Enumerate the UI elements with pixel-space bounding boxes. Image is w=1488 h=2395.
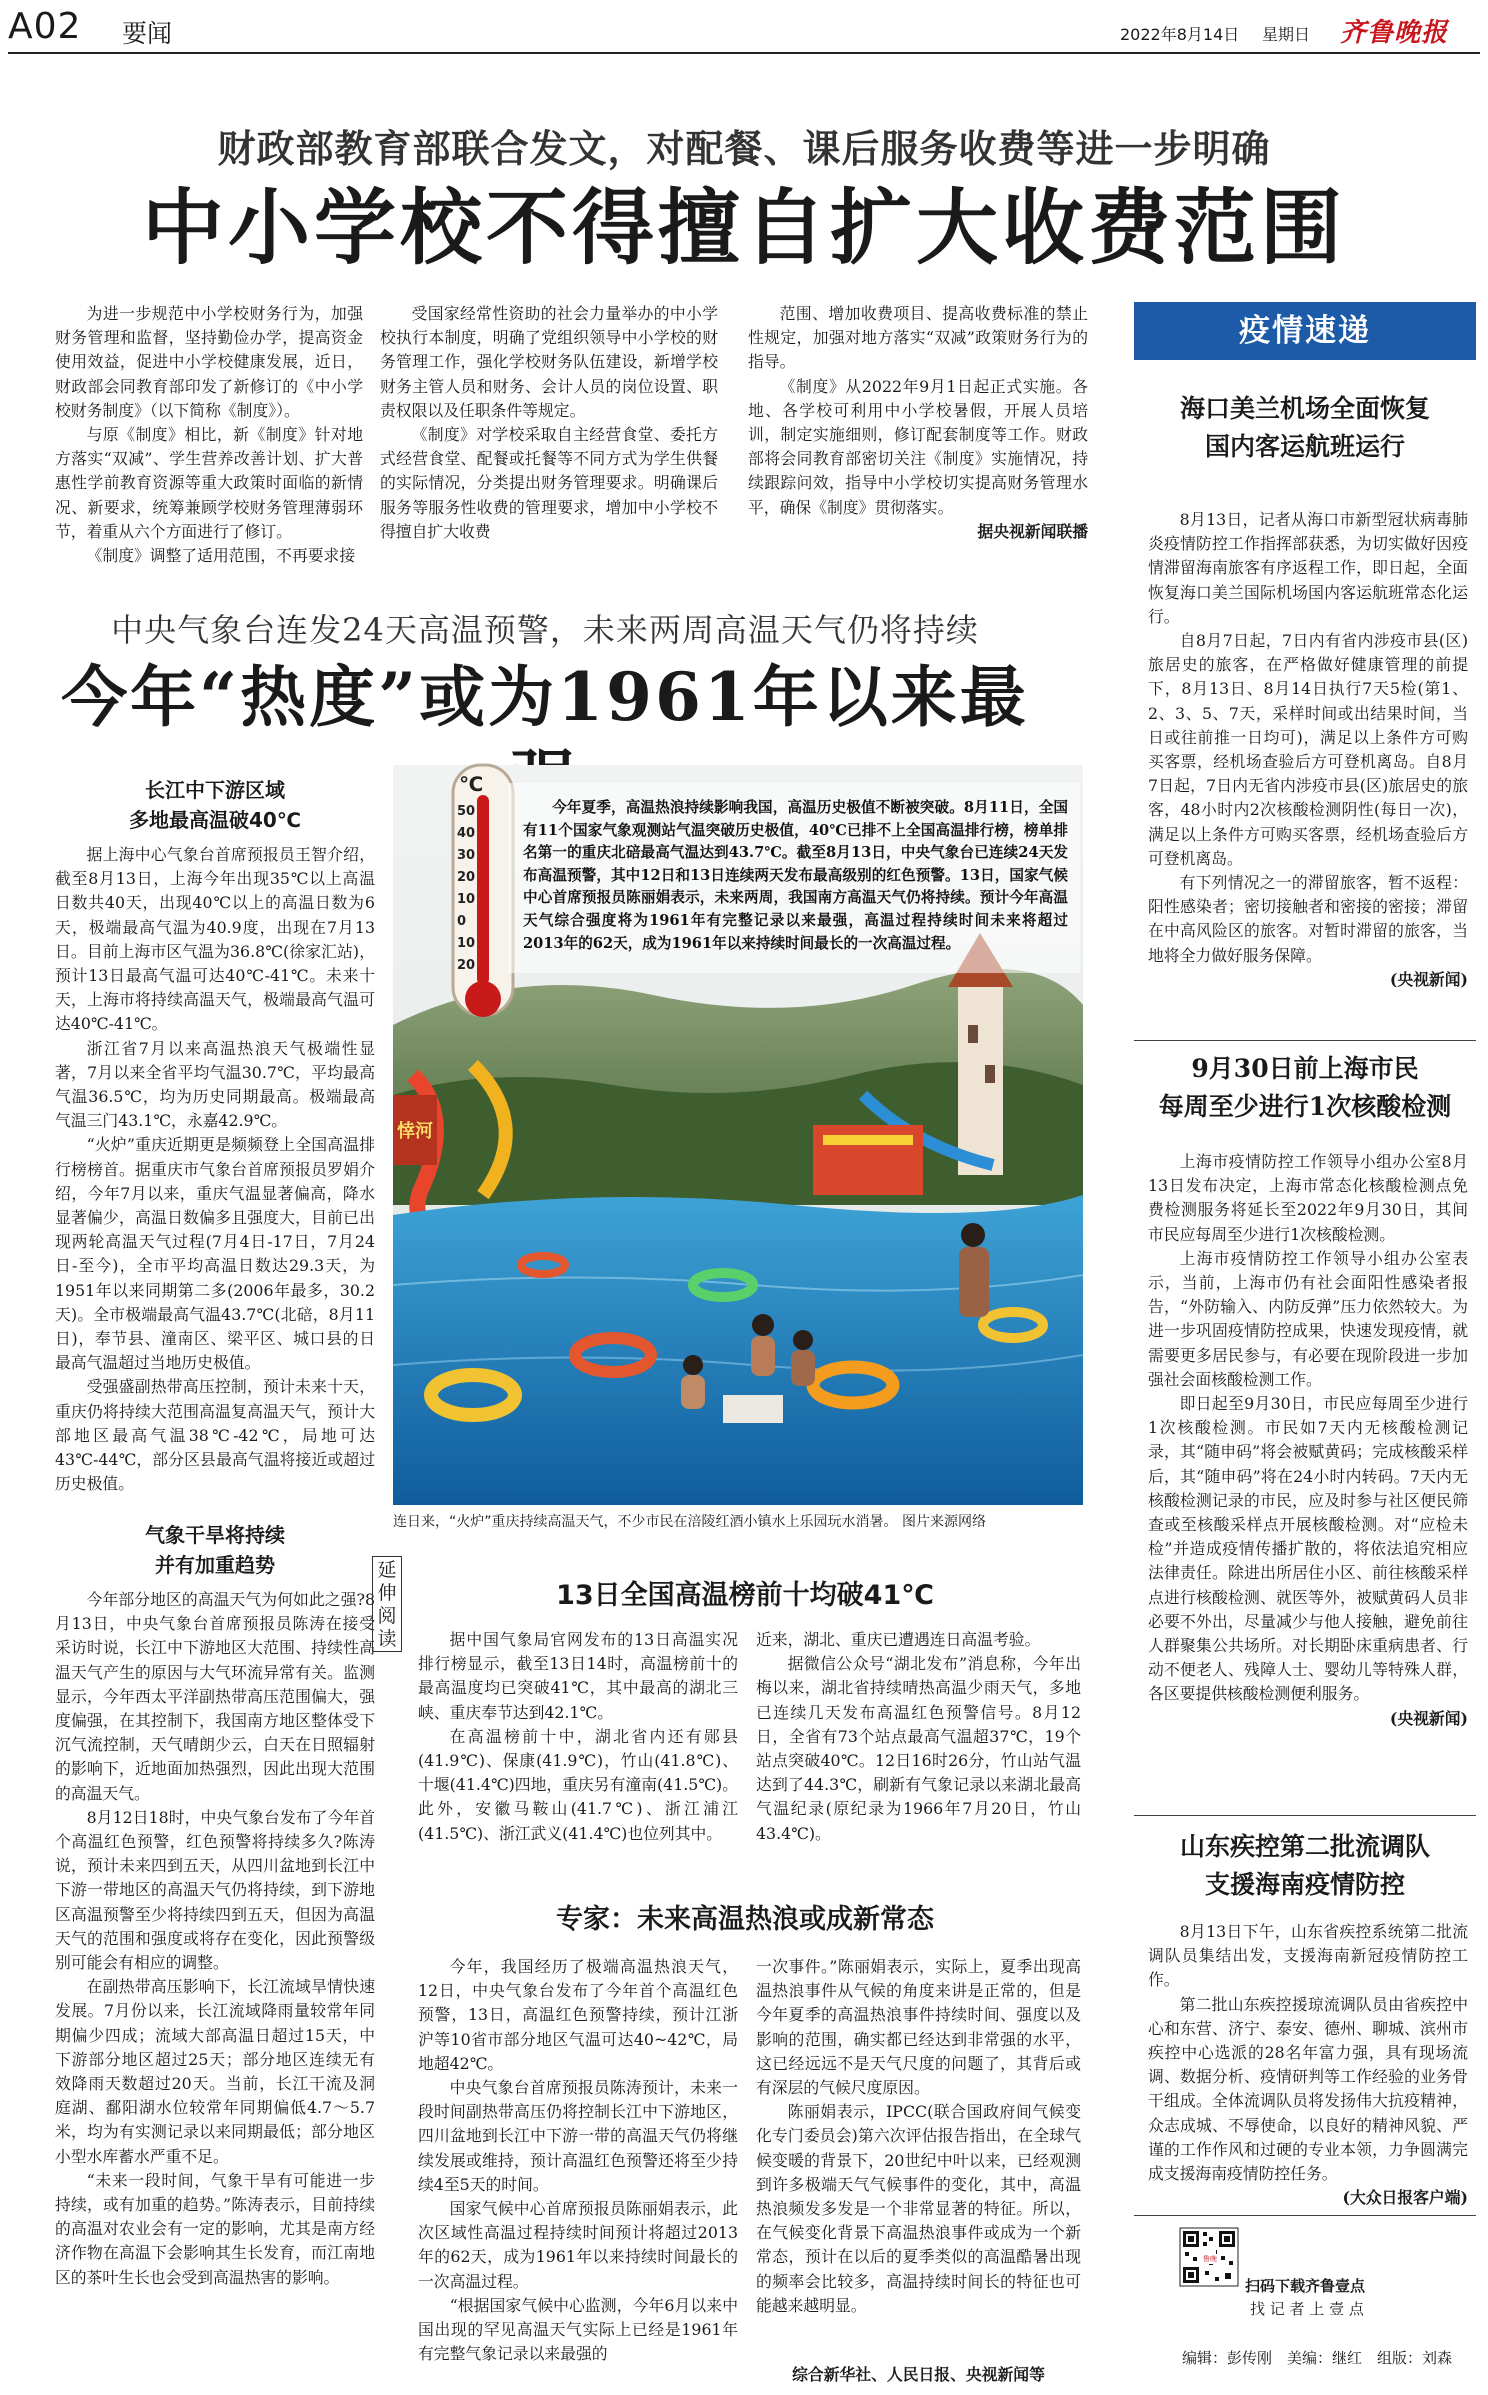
sidebar-item-shandong-headline: 山东疾控第二批流调队 支援海南疫情防控 bbox=[1179, 1832, 1430, 1899]
news-source: (大众日报客户端) bbox=[1342, 2188, 1468, 2208]
thermometer-mark: 10 bbox=[457, 892, 476, 907]
thermometer-mark: 10 bbox=[457, 936, 476, 951]
paragraph: 中央气象台首席预报员陈涛预计，未来一段时间副热带高压仍将控制长江中下游地区，四川盆地到长江中下游一带的高温天气仍将继续发展或维持，预计高温红色预警还将至少持续4至5天的时间。 bbox=[418, 2078, 738, 2194]
paragraph: 即日起至9月30日，市民应每周至少进行1次核酸检测。市民如7天内无核酸检测记录，其“随申码”将会被赋黄码；完成核酸采样后，其“随申码”将在24小时内转码。7天内无核酸检测记录的市民，应及时参与社区便民筛查或至核酸采样点开展核酸检测。对“应检未检”并造成疫情传播扩散的，将依法追究相应法律责任。除进出所居住小区、前往核酸采样点进行核酸检测、就医等外，被赋黄码人员非必要不外出，尽量减少与他人接触，避免前往人群聚集公共场所。对长期卧床重病患者、行动不便老人、残障人士、婴幼儿等特殊人群，各区要提供核酸检测便利服务。 bbox=[1148, 1394, 1468, 1704]
thermometer-mark: 50 bbox=[457, 804, 476, 819]
paragraph: 第二批山东疾控援琼流调队员由省疾控中心和东营、济宁、泰安、德州、聊城、滨州市疾控中心选派的28名年富力强，具有现场流调、数据分析、疫情研判等工作经验的业务骨干组成。全体流调队员将发扬伟大抗疫精神，众志成城、不辱使命，以良好的精神风貌、严谨的工作作风和过硬的专业本领，力争圆满完成支援海南疫情防控任务。 bbox=[1148, 1994, 1468, 2184]
paragraph: 近来，湖北、重庆已遭遇连日高温考验。 bbox=[756, 1630, 1041, 1649]
thermometer-mark: 40 bbox=[457, 826, 476, 841]
paragraph: 受国家经常性资助的社会力量举办的中小学校执行本制度，明确了党组织领导中小学校的财务管理工作，强化学校财务队伍建设，新增学校财务主管人员和财务、会计人员的岗位设置、职责权限以及任职条件等规定。 bbox=[380, 304, 718, 420]
qr-center-label: 鲁晚 bbox=[1203, 2255, 1217, 2263]
lead-column-2 bbox=[380, 302, 718, 547]
qr-code-icon[interactable] bbox=[1180, 2228, 1238, 2286]
paragraph: 今年部分地区的高温天气为何如此之强?8月13日，中央气象台首席预报员陈涛在接受采访时说，长江中下游地区大范围、持续性高温天气产生的原因与大气环流异常有关。监测显示，今年西太平洋副热带高压范围偏大，强度偏强，在其控制下，我国南方地区整体受下沉气流控制，天气晴朗少云，白天在日照辐射的影响下，近地面加热强烈，因此出现大范围的高温天气。 bbox=[55, 1590, 375, 1803]
sidebar-item-haikou-headline: 海口美兰机场全面恢复 国内客运航班运行 bbox=[1179, 394, 1430, 461]
paragraph: 范围、增加收费项目、提高收费标准的禁止性规定，加强对地方落实“双减”政策财务行为的指导。 bbox=[748, 304, 1088, 372]
paragraph: 据上海中心气象台首席预报员王智介绍，截至8月13日，上海今年出现35℃以上高温日数共40天，出现40℃以上的高温日数为6天，极端最高气温为40.9度，出现在7月13日。目前上海市区气温为36.8℃(徐家汇站)，预计13日最高气温可达40℃-41℃。未来十天，上海市将持续高温天气，极端最高气温可达40℃-41℃。 bbox=[55, 845, 375, 1034]
paragraph: 《制度》从2022年9月1日起正式实施。各地、各学校可利用中小学校暑假，开展人员培训，制定实施细则，修订配套制度等工作。财政部将会同教育部密切关注《制度》实施情况，持续跟踪问效，指导中小学校切实提高财务管理水平，确保《制度》贯彻落实。 bbox=[748, 376, 1088, 517]
heat-headline: 今年“热度”或为1961年以来最 bbox=[61, 658, 1029, 736]
paragraph: “根据国家气候中心监测，今年6月以来中国出现的罕见高温天气实际上已经是1961年有完整气象记录以来最强的 bbox=[418, 2295, 738, 2364]
expert-column-2 bbox=[756, 1955, 1081, 2360]
sidebar-item-shandong-body bbox=[1148, 1920, 1468, 2210]
page-number: A02 bbox=[8, 6, 82, 47]
expert-column-1 bbox=[418, 1955, 738, 2364]
paragraph: “火炉”重庆近期更是频频登上全国高温排行榜榜首。据重庆市气象台首席预报员罗娟介绍，今年7月以来，重庆气温显著偏高，降水显著偏少，高温日数偏多且强度大，目前已出现两轮高温天气过程(7月4日-17日，7月24日-至今)，全市平均高温日数达29.3天，为1951年以来同期第二多(2006年最多，30.2天)。全市极端最高气温43.7℃(北碚，8月11日)，奉节县、潼南区、梁平区、城口县的日最高气温超过当地历史极值。 bbox=[55, 1135, 375, 1373]
qr-slogan-text: 找 记 者 上 壹 点 bbox=[1250, 2300, 1364, 2318]
news-source: (央视新闻) bbox=[1389, 969, 1468, 989]
paragraph: 《制度》调整了适用范围，不再要求接 bbox=[86, 546, 356, 566]
heat-source: 综合新华社、人民日报、央视新闻等 bbox=[792, 2365, 1045, 2384]
header-rule bbox=[8, 52, 1480, 54]
extended-reading-label: 延伸阅读 bbox=[372, 1556, 402, 1652]
lead-source: 据央视新闻联播 bbox=[977, 521, 1088, 541]
paragraph: 在高温榜前十中，湖北省内还有郧县(41.9℃)、保康(41.9℃)，竹山(41.8℃)、十堰(41.4℃)四地，重庆另有潼南(41.5℃)。此外，安徽马鞍山(41.7℃)、浙江浦江(41.5℃)、浙江武义(41.4℃)也位列其中。 bbox=[418, 1726, 738, 1843]
photo-overlay-text: 今年夏季，高温热浪持续影响我国，高温历史极值不断被突破。8月11日，全国有11个国家气象观测站气温突破历史极值，40℃已排不上全国高温排行榜，榜单排名第一的重庆北碚最高气温达到43.7℃。截至8月13日，中央气象台已连续24天发布高温预警，其中12日和13日连续两天发布最高级别的红色预警。13日，国家气候中心首席预报员陈丽娟表示，未来两周，我国南方高温天气仍将持续。预计今年高温天气综合强度将为1961年有完整记录以来最强，高温过程持续时间未来将超过2013年的62天，成为1961年以来持续时间最长的一次高温过程。 bbox=[523, 799, 1068, 952]
paragraph: 浙江省7月以来高温热浪天气极端性显著，7月以来全省平均气温30.7℃，平均最高气温36.5℃，均为历史同期最高。极端最高气温三门43.1℃，永嘉42.9℃。 bbox=[55, 1038, 375, 1131]
editor-credits: 编辑：彭传刚 美编：继红 组版：刘森 bbox=[1182, 2349, 1453, 2367]
paragraph: 据微信公众号“湖北发布”消息称，今年出梅以来，湖北省持续晴热高温少雨天气，多地已连续几天发布高温红色预警信号。8月12日，全省有73个站点最高气温超37℃，19个站点突破40℃。12日16时26分，竹山站气温达到了44.3℃，刷新有气象记录以来湖北最高气温纪录(原纪录为1966年7月20日，竹山43.4℃)。 bbox=[756, 1654, 1081, 1843]
newspaper-logo: 齐鲁晚报 bbox=[1340, 18, 1449, 48]
paragraph: 一次事件。”陈丽娟表示，实际上，夏季出现高温热浪事件从气候的角度来讲是正常的，但是今年夏季的高温热浪事件持续时间、强度以及影响的范围，确实都已经达到非常强的水平，这已经远远不是天气尺度的问题了，其背后或有深层的气候尺度原因。 bbox=[756, 1957, 1081, 2098]
paragraph: 《制度》对学校采取自主经营食堂、委托方式经营食堂、配餐或托餐等不同方式为学生供餐的实际情况，分类提出财务管理要求。明确课后服务等服务性收费的管理要求，增加中小学校不得擅自扩大收费 bbox=[380, 425, 718, 541]
section-name: 要闻 bbox=[122, 19, 173, 48]
qr-download-text: 扫码下载齐鲁壹点 bbox=[1245, 2277, 1366, 2295]
photo-caption: 连日来，“火炉”重庆持续高温天气，不少市民在涪陵红酒小镇水上乐园玩水消暑。 图片来源网络 bbox=[393, 1514, 986, 1530]
paragraph: 8月13日，记者从海口市新型冠状病毒肺炎疫情防控工作指挥部获悉，为切实做好因疫情滞留海南旅客有序返程工作，即日起，全面恢复海口美兰国际机场国内客运航班常态化运行。 bbox=[1148, 510, 1468, 626]
park-sign-text: 悻河 bbox=[397, 1121, 433, 1142]
news-source: (央视新闻) bbox=[1389, 1708, 1468, 1728]
paragraph: 有下列情况之一的滞留旅客，暂不返程：阳性感染者；密切接触者和密接的密接；滞留在中高风险区的旅客。对暂时滞留的旅客，当地将全力做好服务保障。 bbox=[1148, 873, 1468, 965]
heat-left-column-2 bbox=[55, 1520, 375, 2360]
paragraph: 8月13日下午，山东省疾控系统第二批流调队员集结出发，支援海南新冠疫情防控工作。 bbox=[1148, 1922, 1468, 1990]
paragraph: 上海市疫情防控工作领导小组办公室8月13日发布决定，上海市常态化核酸检测点免费检测服务将延长至2022年9月30日，其间市民应每周至少进行1次核酸检测。 bbox=[1148, 1152, 1468, 1244]
paragraph: 为进一步规范中小学校财务行为，加强财务管理和监督，坚持勤俭办学，提高资金使用效益，促进中小学校健康发展，近日，财政部会同教育部印发了新修订的《中小学校财务制度》（以下简称《制度》）。 bbox=[55, 304, 363, 420]
paragraph: 自8月7日起，7日内有省内涉疫市县(区)旅居史的旅客，在严格做好健康管理的前提下，8月13日、8月14日执行7天5检(第1、2、3、5、7天，采样时间或出结果时间，当日或往前推一日均可)，满足以上条件方可购买客票，经机场查验后方可登机离岛。自8月7日起，7日内无省内涉疫市县(区)旅居史的旅客，48小时内2次核酸检测阴性(每日一次)，满足以上条件方可购买客票，经机场查验后方可登机离岛。 bbox=[1148, 631, 1468, 868]
sidebar-title: 疫情速递 bbox=[1134, 302, 1476, 360]
thermometer-mark: 30 bbox=[457, 848, 476, 863]
issue-weekday: 星期日 bbox=[1262, 25, 1311, 44]
heat-kicker: 中央气象台连发24天高温预警，未来两周高温天气仍将持续 bbox=[111, 611, 979, 649]
paragraph: 据中国气象局官网发布的13日高温实况排行榜显示，截至13日14时，高温榜前十的最高温度均已突破41℃，其中最高的湖北三峡、重庆奉节达到42.1℃。 bbox=[418, 1630, 738, 1722]
sidebar-item-haikou-body bbox=[1148, 508, 1468, 1023]
heat-left-column-1 bbox=[55, 775, 375, 1515]
thermometer-mark: 0 bbox=[457, 914, 467, 929]
sidebar-divider bbox=[1134, 2215, 1476, 2216]
thermometer-mark: 20 bbox=[457, 870, 476, 885]
paragraph: 上海市疫情防控工作领导小组办公室表示，当前，上海市仍有社会面阳性感染者报告，“外防输入、内防反弹”压力依然较大。为进一步巩固疫情防控成果，快速发现疫情，就需要更多居民参与，有必要在现阶段进一步加强社会面核酸检测工作。 bbox=[1148, 1248, 1468, 1389]
water-park-photo bbox=[393, 765, 1083, 1505]
lead-column-1 bbox=[55, 302, 363, 566]
subheading-expert: 专家：未来高温热浪或成新常态 bbox=[556, 1904, 934, 1935]
issue-date: 2022年8月14日 bbox=[1120, 25, 1240, 44]
paragraph: 陈丽娟表示，IPCC(联合国政府间气候变化专门委员会)第六次评估报告指出，在全球气候变暖的背景下，20世纪中叶以来，已经观测到许多极端天气气候事件的变化，其中，高温热浪频发多发是一个非常显著的特征。所以，在气候变化背景下高温热浪事件或成为一个新常态，预计在以后的夏季类似的高温酷暑出现的频率会比较多，高温持续时间长的特征也可能越来越明显。 bbox=[756, 2102, 1081, 2315]
extended-column-2 bbox=[756, 1628, 1081, 1908]
paragraph: 与原《制度》相比，新《制度》针对地方落实“双减”、学生营养改善计划、扩大普惠性学前教育资源等重大政策时面临的新情况、新要求，统筹兼顾学校财务管理薄弱环节，着重从六个方面进行了修订。 bbox=[55, 425, 363, 541]
subheading-yangtze: 长江中下游区域 多地最高温破40℃ bbox=[128, 778, 302, 832]
subheading-top10: 13日全国高温榜前十均破41℃ bbox=[556, 1580, 934, 1611]
paragraph: “未来一段时间，气象干旱有可能进一步持续，或有加重的趋势。”陈涛表示，目前持续的高温对农业会有一定的影响，尤其是南方经济作物在高温下会影响其生长发育，而江南地区的茶叶生长也会受到高温热害的影响。 bbox=[55, 2170, 375, 2287]
lead-headline: 中小学校不得擅自扩大收费范围 bbox=[141, 180, 1346, 276]
subheading-drought: 气象干旱将持续 并有加重趋势 bbox=[145, 1523, 285, 1577]
sidebar-divider bbox=[1134, 1040, 1476, 1041]
paragraph: 今年，我国经历了极端高温热浪天气，12日，中央气象台发布了今年首个高温红色预警，13日，高温红色预警持续，预计江浙沪等10省市部分地区气温可达40~42℃，局地超42℃。 bbox=[418, 1957, 738, 2073]
extended-column-1 bbox=[418, 1628, 738, 1908]
lead-column-3 bbox=[748, 302, 1088, 572]
lead-kicker: 财政部教育部联合发文，对配餐、课后服务收费等进一步明确 bbox=[217, 126, 1271, 171]
sidebar-item-shanghai-body bbox=[1148, 1150, 1468, 1810]
paragraph: 8月12日18时，中央气象台发布了今年首个高温红色预警，红色预警将持续多久?陈涛说，预计未来四到五天，从四川盆地到长江中下游一带地区的高温天气仍将持续，到下游地区高温预警至少将持续四到五天，但因为高温天气的范围和强度或将存在变化，因此预警级别可能会有相应的调整。 bbox=[55, 1807, 375, 1973]
paragraph: 在副热带高压影响下，长江流域旱情快速发展。7月份以来，长江流域降雨量较常年同期偏少四成；流域大部高温日超过15天，中下游部分地区超过25天；部分地区连续无有效降雨天数超过20天。当前，长江干流及洞庭湖、鄱阳湖水位较常年同期偏低4.7～5.7米，均为有实测记录以来同期最低；部分地区小型水库蓄水严重不足。 bbox=[55, 1977, 375, 2166]
thermometer-mark: 20 bbox=[457, 958, 476, 973]
paragraph: 受强盛副热带高压控制，预计未来十天，重庆仍将持续大范围高温复高温天气，预计大部地区最高气温38℃-42℃，局地可达43℃-44℃，部分区县最高气温将接近或超过历史极值。 bbox=[55, 1377, 375, 1494]
sidebar-divider bbox=[1134, 1815, 1476, 1816]
paragraph: 国家气候中心首席预报员陈丽娟表示，此次区域性高温过程持续时间预计将超过2013年的62天，成为1961年以来持续时间最长的一次高温过程。 bbox=[418, 2199, 738, 2291]
sidebar-item-shanghai-headline: 9月30日前上海市民 每周至少进行1次核酸检测 bbox=[1158, 1054, 1452, 1121]
svg-text:℃: ℃ bbox=[459, 772, 484, 796]
